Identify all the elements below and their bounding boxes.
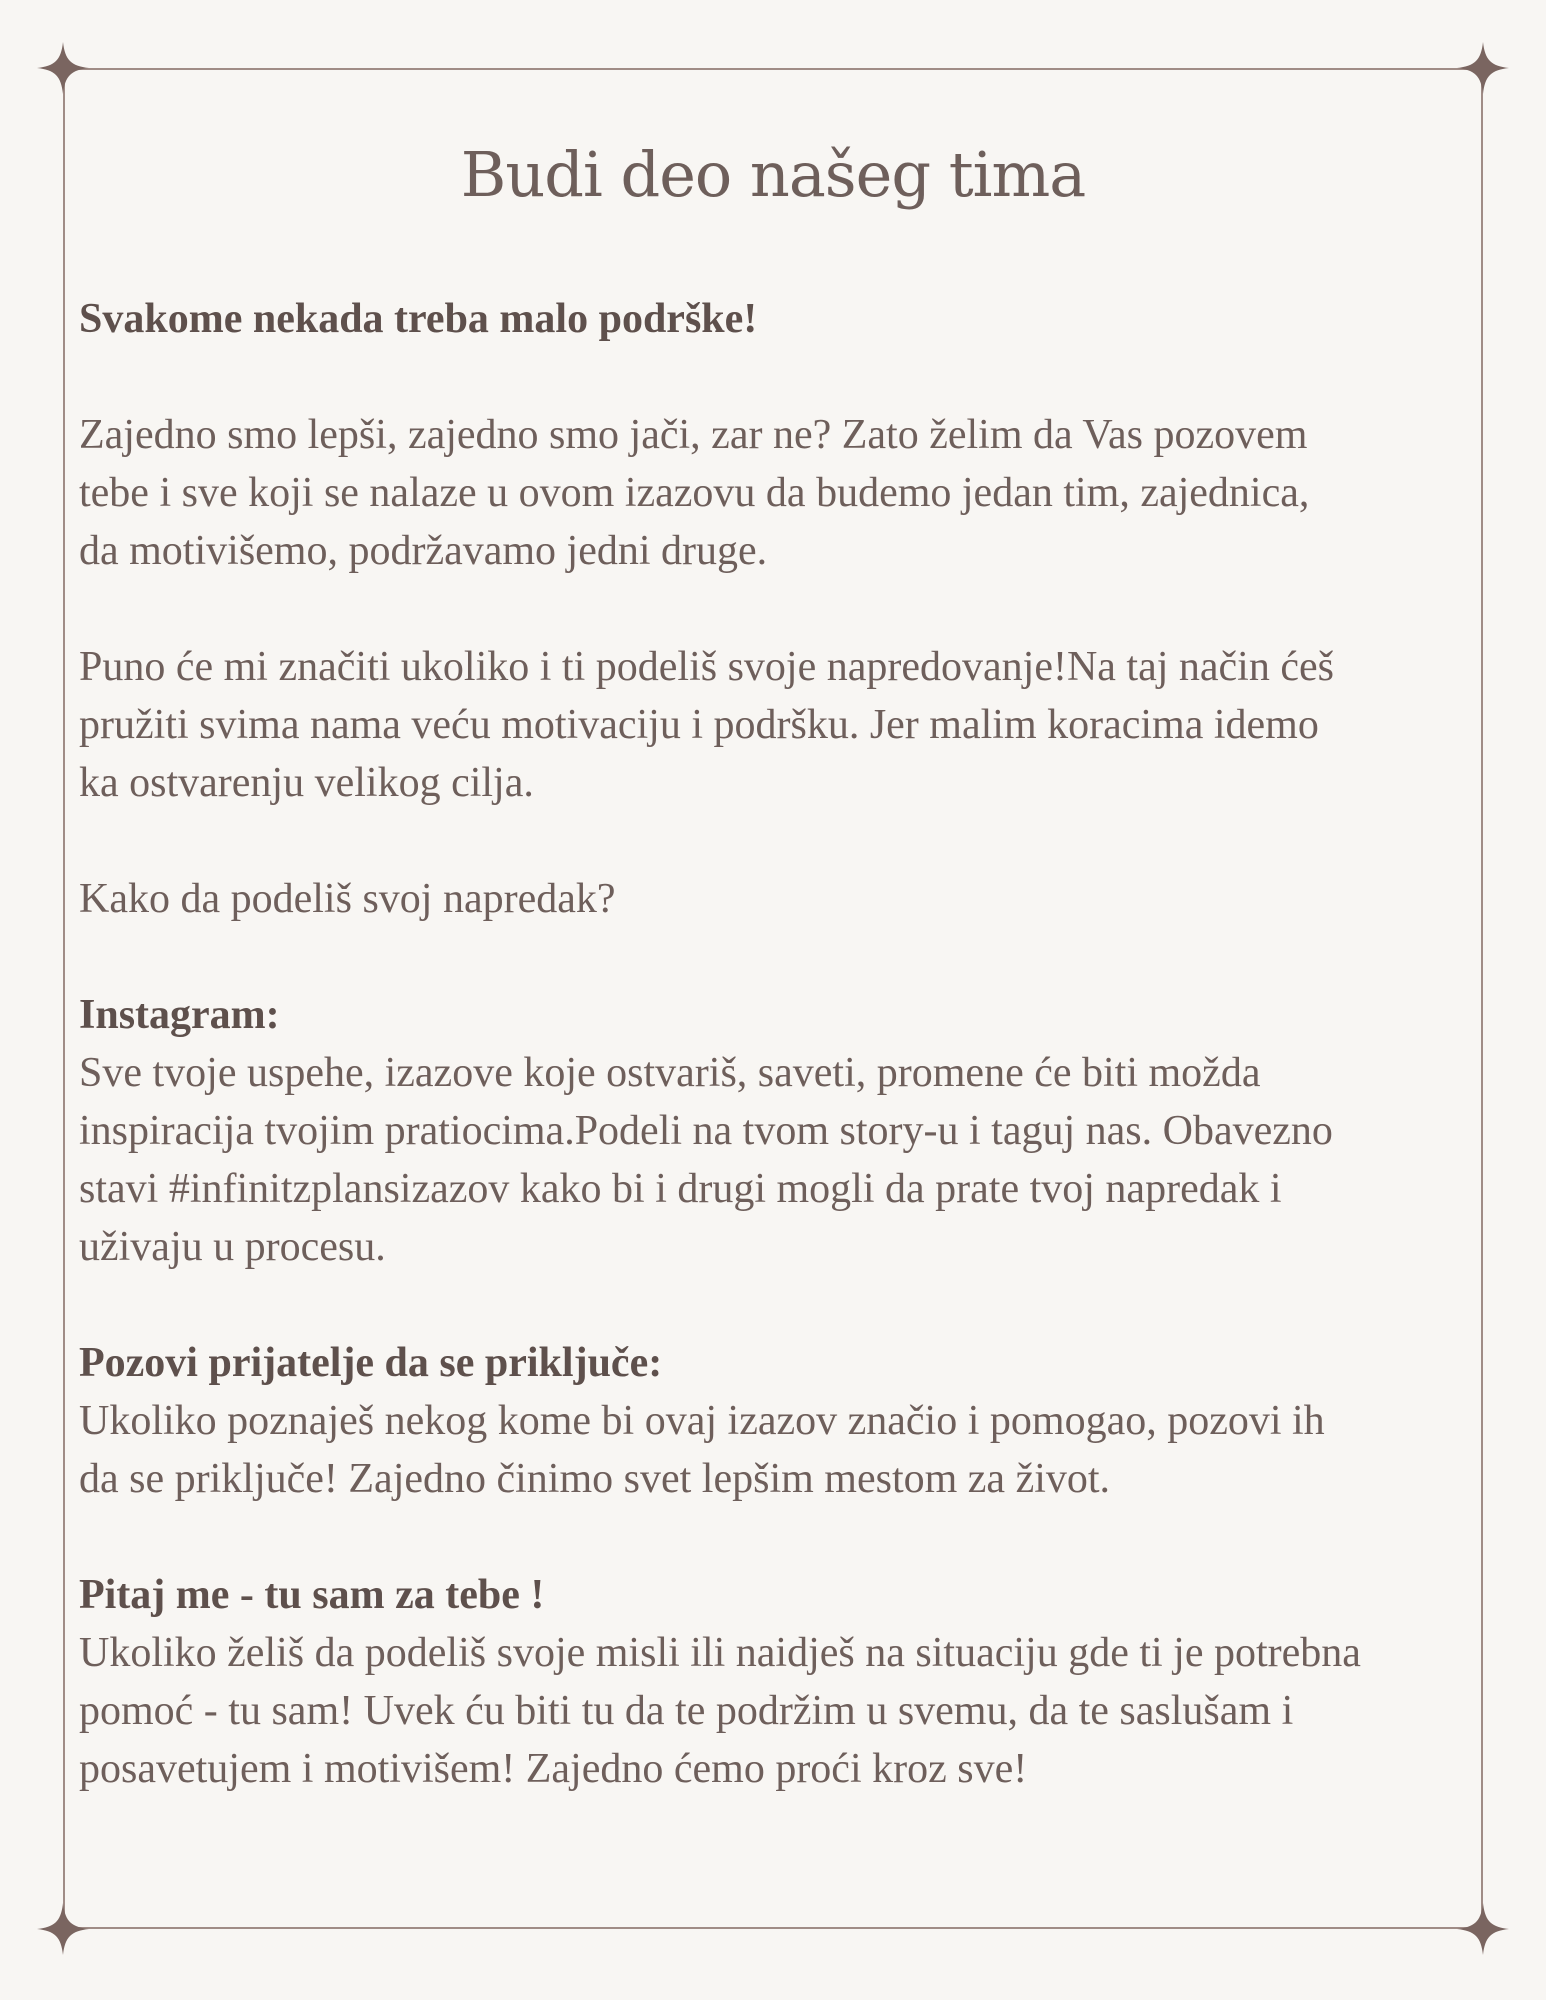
paragraph-line: Puno će mi značiti ukoliko i ti podeliš svoje napredovanje!Na taj način ćeš bbox=[79, 644, 1334, 690]
section-heading: Pozovi prijatelje da se priključe: bbox=[79, 1340, 663, 1386]
paragraph-line: tebe i sve koji se nalaze u ovom izazovu da budemo jedan tim, zajednica, bbox=[79, 470, 1310, 516]
section-heading: Instagram: bbox=[79, 992, 280, 1038]
question-block bbox=[79, 870, 1479, 928]
paragraph-line: ka ostvarenju velikog cilja. bbox=[79, 760, 534, 806]
document-body bbox=[79, 290, 1479, 1856]
question-text: Kako da podeliš svoj napredak? bbox=[79, 876, 616, 922]
section-line: pomoć - tu sam! Uvek ću biti tu da te podržim u svemu, da te saslušam i bbox=[79, 1688, 1294, 1734]
section-line: inspiracija tvojim pratiocima.Podeli na tvom story-u i taguj nas. Obavezno bbox=[79, 1108, 1333, 1154]
section-line: da se priključe! Zajedno činimo svet lepšim mestom za život. bbox=[79, 1456, 1111, 1502]
paragraph-line: pružiti svima nama veću motivaciju i podršku. Jer malim koracima idemo bbox=[79, 702, 1319, 748]
section-heading: Pitaj me - tu sam za tebe ! bbox=[79, 1572, 545, 1618]
corner-star-icon bbox=[37, 1903, 89, 1955]
section-line: Ukoliko poznaješ nekog kome bi ovaj izazov značio i pomogao, pozovi ih bbox=[79, 1398, 1325, 1444]
paragraph-community bbox=[79, 406, 1479, 580]
section-line: Ukoliko želiš da podeliš svoje misli ili naidješ na situaciju gde ti je potrebna bbox=[79, 1630, 1361, 1676]
section-line: stavi #infinitzplansizazov kako bi i drugi mogli da prate tvoj napredak i bbox=[79, 1166, 1282, 1212]
paragraph-progress bbox=[79, 638, 1479, 812]
page-title: Budi deo našeg tima bbox=[460, 138, 1086, 211]
section-line: Sve tvoje uspehe, izazove koje ostvariš, saveti, promene će biti možda bbox=[79, 1050, 1261, 1096]
section-line: uživaju u procesu. bbox=[79, 1224, 386, 1270]
paragraph-line: da motivišemo, podržavamo jedni druge. bbox=[79, 528, 768, 574]
section-ask bbox=[79, 1566, 1479, 1798]
section-instagram bbox=[79, 986, 1479, 1276]
section-friends bbox=[79, 1334, 1479, 1508]
paragraph-line: Zajedno smo lepši, zajedno smo jači, zar ne? Zato želim da Vas pozovem bbox=[79, 412, 1308, 458]
section-line: posavetujem i motivišem! Zajedno ćemo proći kroz sve! bbox=[79, 1746, 1028, 1792]
corner-star-icon bbox=[37, 42, 89, 94]
corner-star-icon bbox=[1457, 1903, 1509, 1955]
intro-block bbox=[79, 290, 1479, 348]
intro-heading: Svakome nekada treba malo podrške! bbox=[79, 296, 758, 342]
corner-star-icon bbox=[1457, 42, 1509, 94]
